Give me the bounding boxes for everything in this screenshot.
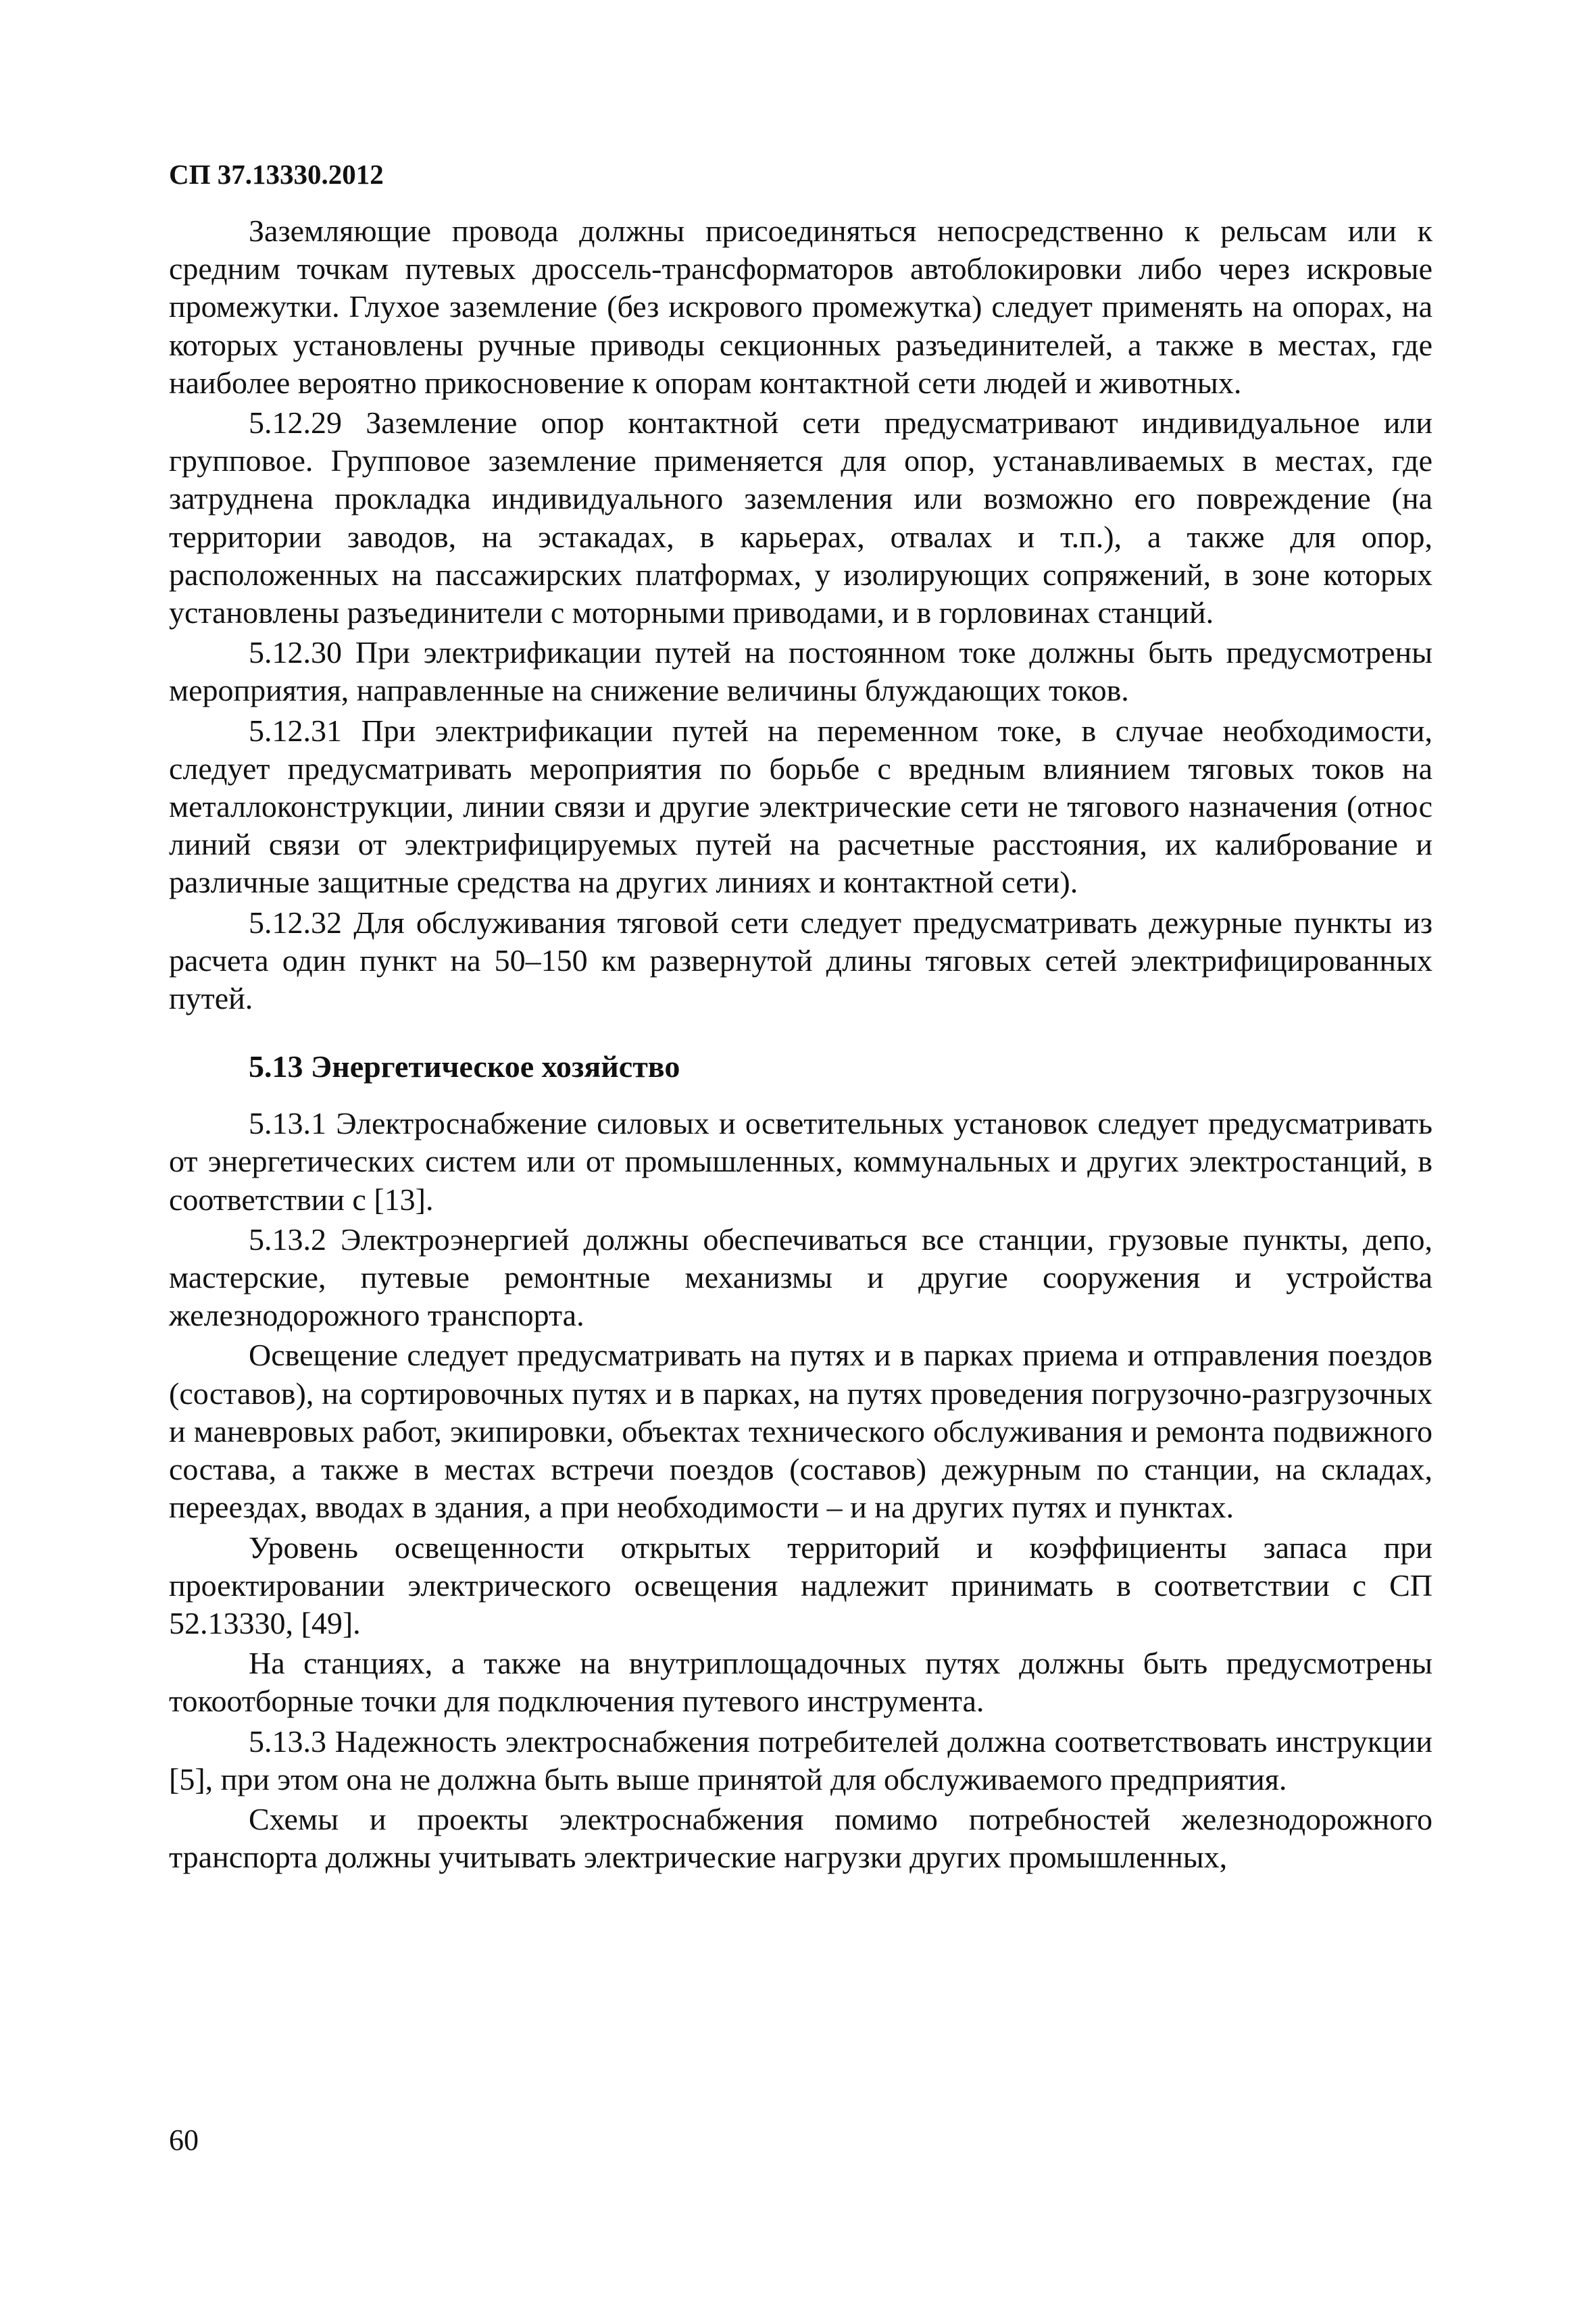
document-code: СП 37.13330.2012 [169,159,384,190]
paragraph-supply-schemes: Схемы и проекты электроснабжения помимо потребностей железнодорожного транспорта должны учитывать электрические нагрузки других промышленных, [169,1801,1432,1875]
paragraph-5-12-29: 5.12.29 Заземление опор контактной сети предусматривают индивидуальное или групповое. Групповое заземление применяется для опор, устанавливаемых в местах, где затруднена прокладка индивидуального заземления или возможно его повреждение (на территории заводов, на эстакадах, в карьерах, отвалах и т.п.), а также для опор, расположенных на пассажирских платформах, у изолирующих сопряжений, в зоне которых установлены разъединители с моторными приводами, и в горловинах станций. [169,405,1432,630]
paragraph-5-13-2: 5.13.2 Электроэнергией должны обеспечиваться все станции, грузовые пункты, депо, мастерские, путевые ремонтные механизмы и другие сооружения и устройства железнодорожного транспорта. [169,1222,1432,1333]
paragraph-5-12-32: 5.12.32 Для обслуживания тяговой сети следует предусматривать дежурные пункты из расчета один пункт на 50–150 км развернутой длины тяговых сетей электрифицированных путей. [169,905,1432,1016]
paragraph-5-12-30: 5.12.30 При электрификации путей на постоянном токе должны быть предусмотрены мероприятия, направленные на снижение величины блуждающих токов. [169,635,1432,708]
section-heading-5-13: 5.13 Энергетическое хозяйство [249,1049,680,1084]
page-number: 60 [169,2123,199,2157]
paragraph-5-13-3: 5.13.3 Надежность электроснабжения потребителей должна соответствовать инструкции [5], при этом она не должна быть выше принятой для обслуживаемого предприятия. [169,1724,1432,1796]
paragraph-5-12-31: 5.12.31 При электрификации путей на переменном токе, в случае необходимости, следует предусматривать мероприятия по борьбе с вредным влиянием тяговых токов на металлоконструкции, линии связи и другие электрические сети не тягового назначения (относ линий связи от электрифицируемых путей на расчетные расстояния, их калибрование и различные защитные средства на других линиях и контактной сети). [169,713,1432,900]
paragraph-5-13-1: 5.13.1 Электроснабжение силовых и осветительных установок следует предусматривать от энергетических систем или от промышленных, коммунальных и других электростанций, в соответствии с [13]. [169,1106,1432,1217]
paragraph-grounding-wires: Заземляющие провода должны присоединяться непосредственно к рельсам или к средним точкам путевых дроссель-трансформаторов автоблокировки либо через искровые промежутки. Глухое заземление (без искрового промежутка) следует применять на опорах, на которых установлены ручные приводы секционных разъединителей, а также в местах, где наиболее вероятно прикосновение к опорам контактной сети людей и животных. [169,213,1432,400]
paragraph-power-points: На станциях, а также на внутриплощадочных путях должны быть предусмотрены токоотборные точки для подключения путевого инструмента. [169,1646,1432,1719]
paragraph-illumination-level: Уровень освещенности открытых территорий и коэффициенты запаса при проектировании электрического освещения надлежит принимать в соответствии с СП 52.13330, [49]. [169,1530,1432,1640]
paragraph-lighting: Освещение следует предусматривать на путях и в парках приема и отправления поездов (составов), на сортировочных путях и в парках, на путях проведения погрузочно-разгрузочных и маневровых работ, экипировки, объектах технического обслуживания и ремонта подвижного состава, а также в местах встречи поездов (составов) дежурным по станции, на складах, переездах, вводах в здания, а при необходимости – и на других путях и пунктах. [169,1338,1432,1525]
document-page [169,154,1432,1878]
